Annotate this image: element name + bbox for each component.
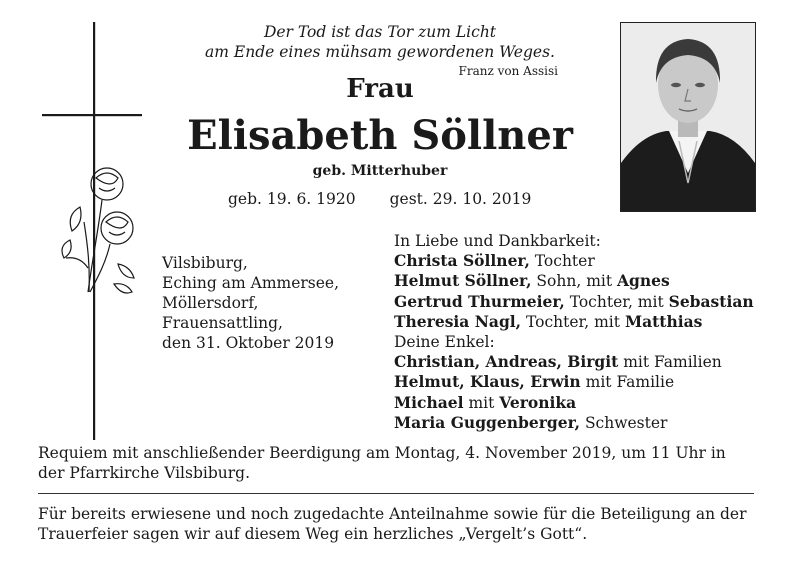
family-member-text: Sohn, mit — [531, 272, 618, 291]
family-member-text: Michael — [394, 392, 464, 412]
cross-with-roses-icon — [40, 22, 150, 442]
family-member — [394, 251, 754, 271]
quote-line-2: am Ende eines mühsam gewordenen Weges. — [205, 43, 555, 61]
birth-date: geb. 19. 6. 1920 — [228, 190, 356, 208]
divider — [38, 493, 754, 494]
family-member-text: Matthias — [624, 311, 703, 331]
family-list — [394, 231, 754, 433]
family-member-text: Gertrud Thurmeier, — [394, 291, 565, 311]
memorial-quote — [150, 22, 610, 62]
family-member — [394, 271, 754, 291]
family-member — [394, 393, 754, 413]
family-member — [394, 292, 754, 312]
family-member-text: mit — [463, 393, 500, 412]
family-member-text: Agnes — [617, 271, 670, 291]
place-line: Möllersdorf, — [162, 294, 259, 312]
family-member — [394, 372, 754, 392]
family-member — [394, 413, 754, 433]
family-member-text: Theresia Nagl, — [394, 311, 522, 331]
family-member-text: Deine Enkel: — [394, 333, 495, 352]
family-member-text: Tochter, mit — [564, 292, 669, 311]
places-and-date — [162, 253, 339, 353]
family-member-text: Veronika — [499, 392, 577, 412]
family-member-text: Helmut Söllner, — [394, 271, 532, 291]
family-member-text: Christa Söllner, — [394, 251, 530, 271]
family-member — [394, 332, 754, 352]
requiem-notice: Requiem mit anschließender Beerdigung am Montag, 4. November 2019, um 11 Uhr in der Pfarrkirche Vilsbiburg. — [38, 444, 726, 482]
place-line: Eching am Ammersee, — [162, 274, 340, 292]
family-member-text: Tochter — [529, 252, 595, 271]
family-intro: In Liebe und Dankbarkeit: — [394, 232, 601, 250]
family-member-text: mit Familie — [580, 373, 675, 392]
death-date: gest. 29. 10. 2019 — [389, 190, 532, 208]
family-member-text: Tochter, mit — [521, 312, 625, 331]
family-member-text: mit Familien — [618, 353, 722, 372]
salutation: Frau — [346, 74, 414, 104]
thanks-notice: Für bereits erwiesene und noch zugedachte Anteilnahme sowie für die Beteiligung an der Trauerfeier sagen wir auf diesem Weg ein herzliches „Vergelt’s Gott“. — [38, 505, 747, 543]
place-line: den 31. Oktober 2019 — [162, 334, 335, 352]
maiden-name: geb. Mitterhuber — [312, 163, 448, 179]
family-member-text: Helmut, Klaus, Erwin — [394, 372, 581, 392]
deceased-name: Elisabeth Söllner — [187, 112, 573, 159]
family-member-text: Maria Guggenberger, — [394, 412, 581, 432]
family-member-text: Christian, Andreas, Birgit — [394, 352, 619, 372]
quote-line-1: Der Tod ist das Tor zum Licht — [263, 23, 497, 41]
family-member — [394, 352, 754, 372]
quote-author: Franz von Assisi — [458, 64, 558, 78]
place-line: Frauensattling, — [162, 314, 283, 332]
life-dates — [228, 190, 531, 208]
portrait-photo — [620, 22, 756, 212]
family-member — [394, 312, 754, 332]
family-member-text: Schwester — [580, 413, 668, 432]
place-line: Vilsbiburg, — [162, 254, 248, 272]
family-member-text: Sebastian — [668, 291, 754, 311]
